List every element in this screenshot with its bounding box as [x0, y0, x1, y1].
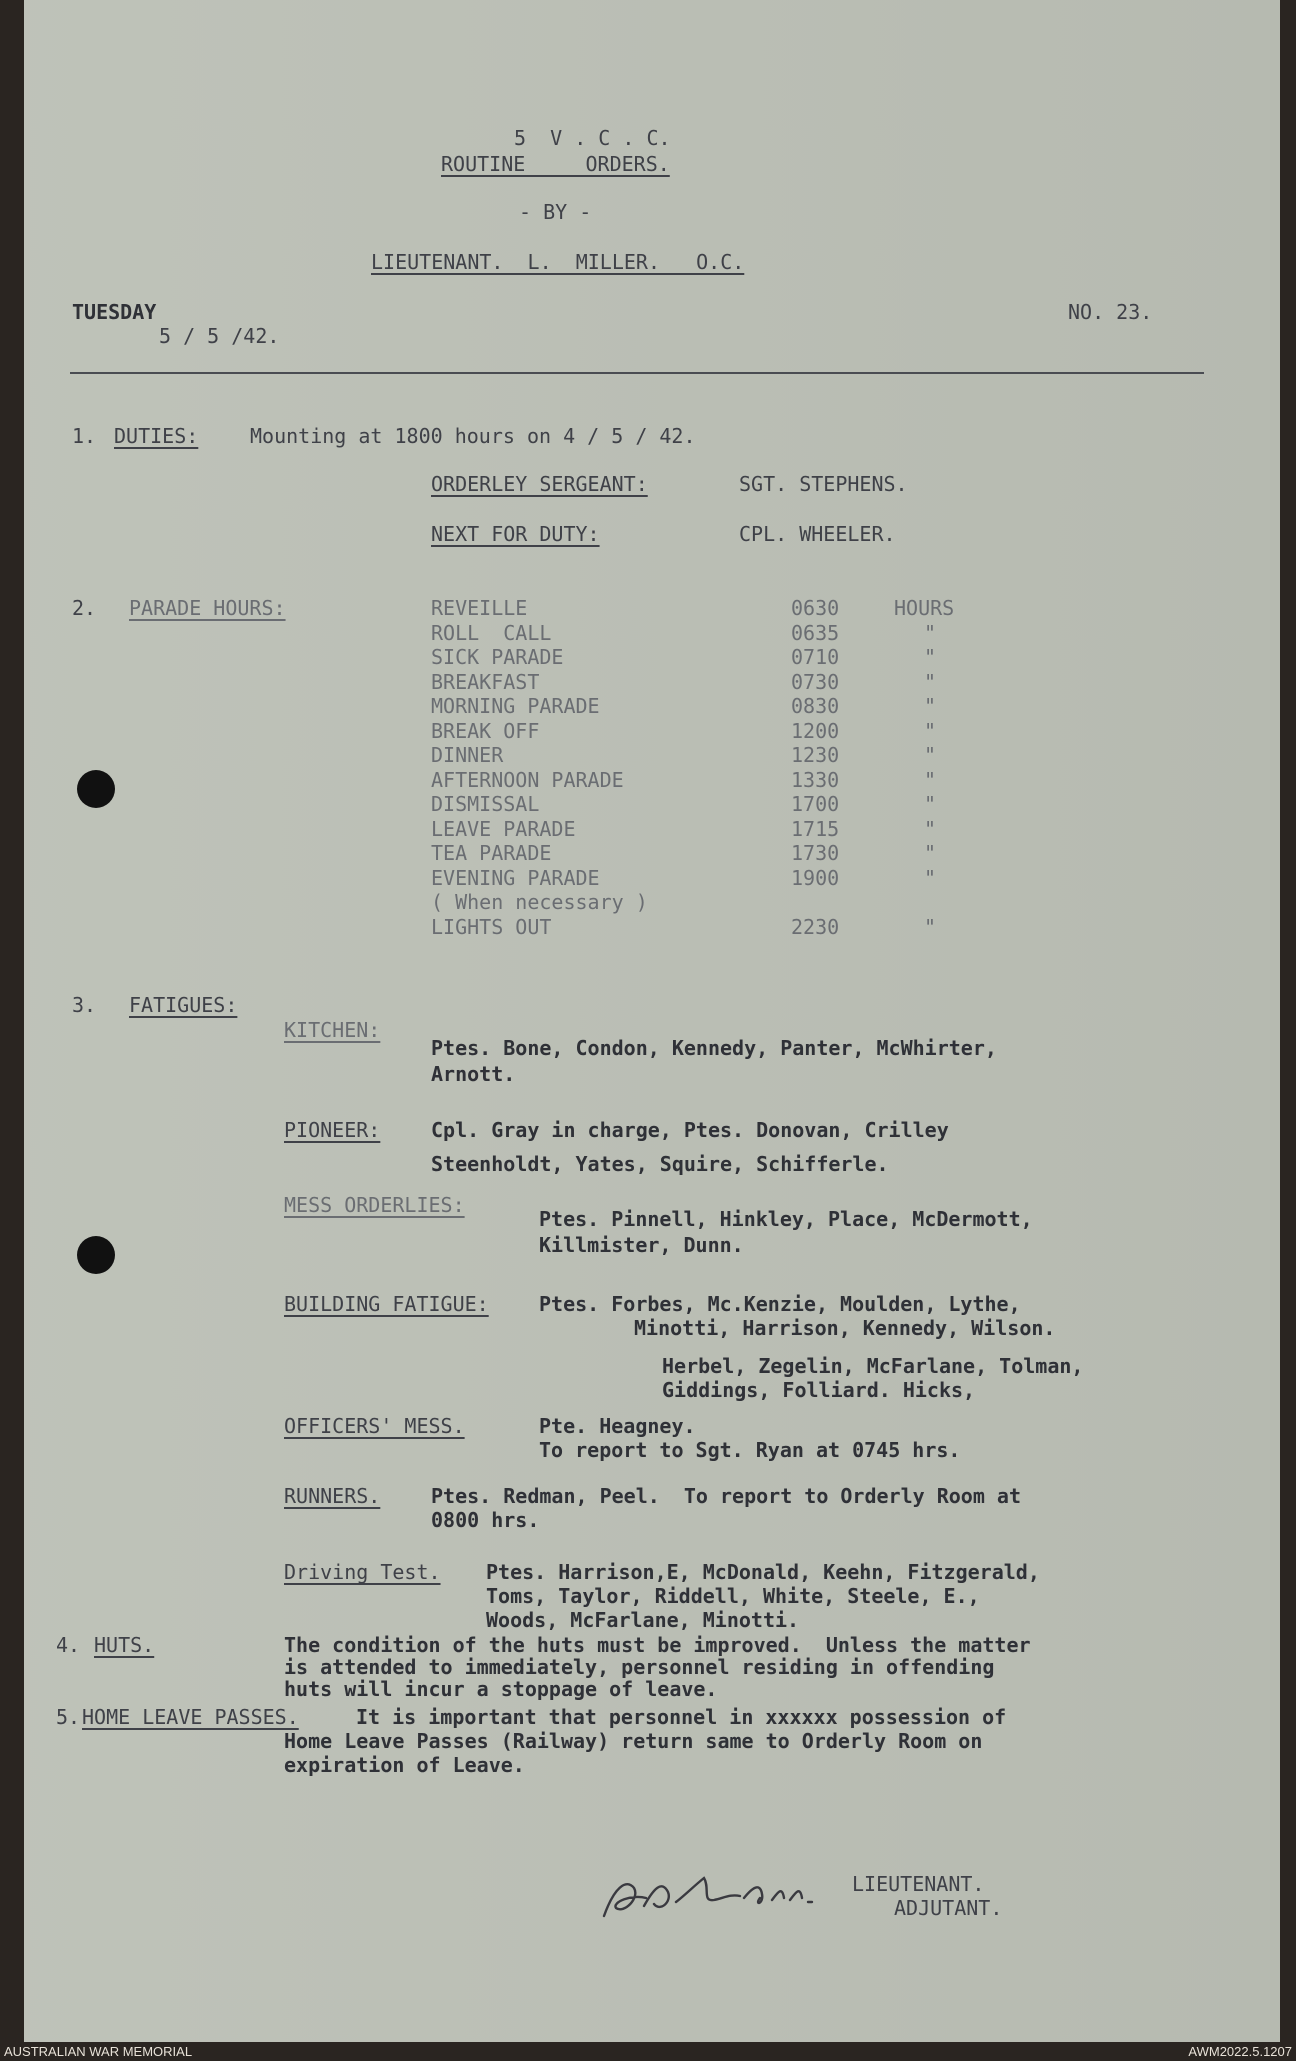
- mess-orderlies-names: Killmister, Dunn.: [539, 1233, 744, 1257]
- ditto-mark: ": [924, 792, 937, 816]
- parade-item-time: 0710: [791, 645, 840, 669]
- building-fatigue-names: Ptes. Forbes, Mc.Kenzie, Moulden, Lythe,: [539, 1292, 1021, 1316]
- ditto-mark: ": [924, 620, 937, 645]
- ditto-mark: ": [924, 816, 937, 841]
- officers-mess-names: Pte. Heagney.: [539, 1414, 696, 1438]
- parade-item-time: 0630: [791, 596, 840, 620]
- signatory-rank: LIEUTENANT.: [852, 1872, 985, 1896]
- section-number: 4.: [56, 1633, 81, 1657]
- driving-test-names: Ptes. Harrison,E, McDonald, Keehn, Fitzgerald,: [486, 1560, 1040, 1584]
- parade-item-name: EVENING PARADE: [431, 865, 600, 890]
- kitchen-label: KITCHEN:: [284, 1018, 381, 1042]
- parade-item-time: 1330: [791, 767, 840, 792]
- pioneer-names: Steenholdt, Yates, Squire, Schifferle.: [431, 1152, 889, 1176]
- building-fatigue-names: Minotti, Harrison, Kennedy, Wilson.: [634, 1316, 1056, 1340]
- ditto-mark: ": [924, 645, 937, 669]
- order-date: 5 / 5 /42.: [159, 324, 280, 348]
- ditto-mark: ": [924, 914, 937, 939]
- fatigues-heading: FATIGUES:: [129, 993, 238, 1017]
- parade-item-name: DISMISSAL: [431, 792, 540, 816]
- pioneer-label: PIONEER:: [284, 1118, 381, 1142]
- parade-item-time: 2230: [791, 914, 840, 939]
- ditto-mark: ": [924, 694, 937, 718]
- building-fatigue-names: Herbel, Zegelin, McFarlane, Tolman,: [662, 1354, 1084, 1378]
- document-title: ROUTINE ORDERS.: [441, 152, 670, 176]
- home-leave-text: Home Leave Passes (Railway) return same to Orderly Room on: [284, 1729, 983, 1753]
- mess-orderlies-names: Ptes. Pinnell, Hinkley, Place, McDermott,: [539, 1207, 1033, 1231]
- ditto-mark: ": [924, 669, 937, 694]
- parade-item-name: TEA PARADE: [431, 841, 552, 865]
- parade-item-name: BREAK OFF: [431, 718, 540, 743]
- hours-label: HOURS: [894, 596, 955, 620]
- parade-item-time: 1200: [791, 718, 840, 743]
- unit-name: 5 V . C . C.: [514, 126, 671, 150]
- mess-orderlies-label: MESS ORDERLIES:: [284, 1193, 465, 1217]
- parade-item-name: ROLL CALL: [431, 620, 552, 645]
- archive-credit: AUSTRALIAN WAR MEMORIAL: [4, 2044, 193, 2059]
- ditto-mark: ": [924, 718, 937, 743]
- parade-item-name: SICK PARADE: [431, 645, 564, 669]
- parade-item-name: REVEILLE: [431, 596, 528, 620]
- ditto-mark: ": [924, 743, 937, 767]
- driving-test-names: Toms, Taylor, Riddell, White, Steele, E.,: [486, 1584, 980, 1608]
- punch-hole: [77, 770, 115, 808]
- officers-mess-label: OFFICERS' MESS.: [284, 1414, 465, 1438]
- parade-item-name: LIGHTS OUT: [431, 914, 552, 939]
- parade-item-time: 0730: [791, 669, 840, 694]
- kitchen-names: Ptes. Bone, Condon, Kennedy, Panter, McWhirter,: [431, 1036, 997, 1060]
- document-page: [24, 0, 1280, 2042]
- parade-item-time: 0830: [791, 694, 840, 718]
- huts-text: is attended to immediately, personnel residing in offending: [284, 1655, 995, 1679]
- punch-hole: [77, 1236, 115, 1274]
- runners-names: 0800 hrs.: [431, 1508, 540, 1532]
- home-leave-text: expiration of Leave.: [284, 1753, 525, 1777]
- section-number: 1.: [72, 424, 97, 448]
- parade-item-time: 1230: [791, 743, 840, 767]
- orderly-sergeant-value: SGT. STEPHENS.: [739, 472, 908, 496]
- order-number: NO. 23.: [1068, 300, 1153, 324]
- next-for-duty-label: NEXT FOR DUTY:: [431, 522, 600, 546]
- huts-heading: HUTS.: [94, 1633, 155, 1657]
- section-number: 3.: [72, 993, 97, 1017]
- archive-reference: AWM2022.5.1207: [1188, 2044, 1292, 2059]
- parade-item-time: 1715: [791, 816, 840, 841]
- duties-text: Mounting at 1800 hours on 4 / 5 / 42.: [250, 424, 696, 448]
- building-fatigue-names: Giddings, Folliard. Hicks,: [662, 1378, 976, 1402]
- huts-text: huts will incur a stoppage of leave.: [284, 1677, 718, 1701]
- orderly-sergeant-label: ORDERLEY SERGEANT:: [431, 472, 648, 496]
- ditto-mark: ": [924, 841, 937, 865]
- parade-item-time: 0635: [791, 620, 840, 645]
- runners-names: Ptes. Redman, Peel. To report to Orderly Room at: [431, 1484, 1022, 1508]
- huts-text: The condition of the huts must be improved. Unless the matter: [284, 1633, 1031, 1657]
- officer-commanding: LIEUTENANT. L. MILLER. O.C.: [371, 250, 745, 274]
- driving-test-label: Driving Test.: [284, 1560, 441, 1584]
- ditto-mark: ": [924, 767, 937, 792]
- runners-label: RUNNERS.: [284, 1484, 381, 1508]
- parade-item-name: MORNING PARADE: [431, 694, 600, 718]
- parade-hours-heading: PARADE HOURS:: [129, 596, 286, 620]
- parade-item-time: 1900: [791, 865, 840, 890]
- signatory-role: ADJUTANT.: [894, 1896, 1003, 1920]
- parade-item-time: 1730: [791, 841, 840, 865]
- building-fatigue-label: BUILDING FATIGUE:: [284, 1292, 489, 1316]
- section-number: 2.: [72, 596, 97, 620]
- driving-test-names: Woods, McFarlane, Minotti.: [486, 1608, 800, 1632]
- parade-item-name: BREAKFAST: [431, 669, 540, 694]
- section-number: 5.: [56, 1705, 81, 1729]
- day-of-week: TUESDAY: [72, 300, 157, 324]
- home-leave-heading: HOME LEAVE PASSES.: [82, 1705, 299, 1729]
- ditto-mark: ": [924, 865, 937, 890]
- home-leave-text: It is important that personnel in xxxxxx possession of: [356, 1705, 1007, 1729]
- officers-mess-instruction: To report to Sgt. Ryan at 0745 hrs.: [539, 1438, 961, 1462]
- pioneer-names: Cpl. Gray in charge, Ptes. Donovan, Crilley: [431, 1118, 949, 1142]
- parade-item-name: DINNER: [431, 743, 504, 767]
- handwritten-signature: [584, 1858, 854, 1928]
- header-divider: [70, 372, 1204, 374]
- parade-item-name: AFTERNOON PARADE: [431, 767, 624, 792]
- kitchen-names: Arnott.: [431, 1062, 516, 1086]
- parade-item-time: 1700: [791, 792, 840, 816]
- duties-heading: DUTIES:: [114, 424, 199, 448]
- by-line: - BY -: [519, 200, 592, 224]
- parade-item-name: ( When necessary ): [431, 890, 648, 914]
- parade-item-name: LEAVE PARADE: [431, 816, 576, 841]
- next-for-duty-value: CPL. WHEELER.: [739, 522, 896, 546]
